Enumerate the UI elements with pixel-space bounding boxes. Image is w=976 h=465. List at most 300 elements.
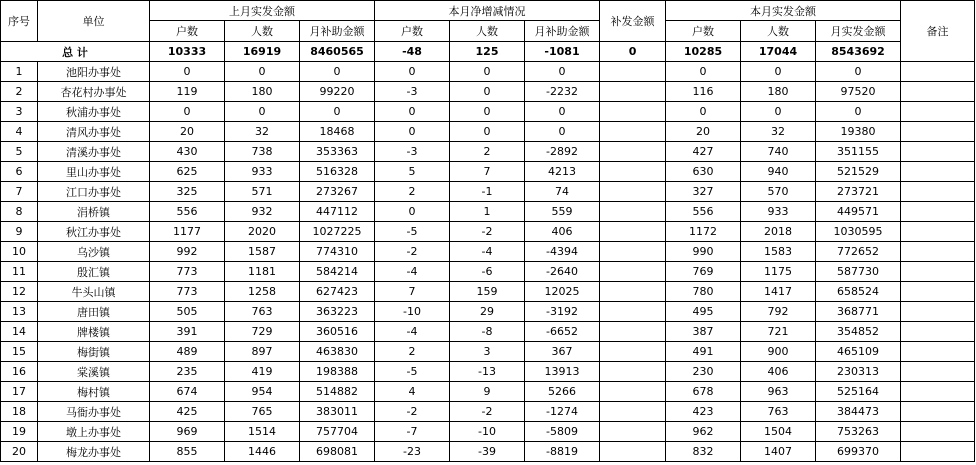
cell-cur-households: 387 <box>666 322 741 342</box>
cell-prev-persons: 180 <box>225 82 300 102</box>
cell-supp <box>600 422 666 442</box>
table-row <box>1 222 975 242</box>
cell-prev-persons: 738 <box>225 142 300 162</box>
cell-cur-actual: 587730 <box>816 262 901 282</box>
cell-cur-persons: 721 <box>741 322 816 342</box>
cell-cur-households: 495 <box>666 302 741 322</box>
cell-supp <box>600 442 666 462</box>
cell-net-households: 0 <box>375 102 450 122</box>
cell-prev-households: 505 <box>150 302 225 322</box>
cell-cur-households: 116 <box>666 82 741 102</box>
cell-seq: 7 <box>1 182 38 202</box>
cell-cur-persons: 1417 <box>741 282 816 302</box>
cell-prev-persons: 763 <box>225 302 300 322</box>
cell-unit: 江口办事处 <box>38 182 150 202</box>
cell-cur-persons: 0 <box>741 62 816 82</box>
cell-prev-households: 992 <box>150 242 225 262</box>
cell-unit: 梅龙办事处 <box>38 442 150 462</box>
header-net-persons: 人数 <box>450 21 525 42</box>
cell-net-persons: 2 <box>450 142 525 162</box>
cell-unit: 秋浦办事处 <box>38 102 150 122</box>
cell-unit: 梅街镇 <box>38 342 150 362</box>
cell-net-persons: -2 <box>450 402 525 422</box>
cell-prev-households: 773 <box>150 282 225 302</box>
header-prev-households: 户数 <box>150 21 225 42</box>
header-cur-persons: 人数 <box>741 21 816 42</box>
cell-net-persons: 159 <box>450 282 525 302</box>
cell-cur-actual: 753263 <box>816 422 901 442</box>
cell-net-persons: 0 <box>450 82 525 102</box>
cell-prev-subsidy: 447112 <box>300 202 375 222</box>
cell-remark <box>901 82 975 102</box>
cell-cur-households: 990 <box>666 242 741 262</box>
cell-seq: 3 <box>1 102 38 122</box>
cell-net-subsidy: 367 <box>525 342 600 362</box>
cell-prev-persons: 1181 <box>225 262 300 282</box>
table-row <box>1 382 975 402</box>
cell-prev-subsidy: 353363 <box>300 142 375 162</box>
cell-cur-actual: 354852 <box>816 322 901 342</box>
cell-remark <box>901 242 975 262</box>
cell-supp <box>600 402 666 422</box>
cell-net-subsidy: -8819 <box>525 442 600 462</box>
cell-prev-subsidy: 0 <box>300 102 375 122</box>
cell-cur-actual: 230313 <box>816 362 901 382</box>
cell-cur-persons: 763 <box>741 402 816 422</box>
cell-net-persons: 1 <box>450 202 525 222</box>
table-row <box>1 262 975 282</box>
cell-net-households: 7 <box>375 282 450 302</box>
cell-cur-actual: 351155 <box>816 142 901 162</box>
cell-cur-households: 769 <box>666 262 741 282</box>
table-row <box>1 62 975 82</box>
cell-cur-households: 327 <box>666 182 741 202</box>
header-net-households: 户数 <box>375 21 450 42</box>
cell-cur-persons: 933 <box>741 202 816 222</box>
cell-prev-subsidy: 757704 <box>300 422 375 442</box>
cell-supp <box>600 142 666 162</box>
cell-remark <box>901 222 975 242</box>
cell-cur-actual: 97520 <box>816 82 901 102</box>
cell-net-households: -3 <box>375 142 450 162</box>
cell-net-persons: 0 <box>450 102 525 122</box>
cell-unit: 马衙办事处 <box>38 402 150 422</box>
cell-prev-subsidy: 383011 <box>300 402 375 422</box>
cell-net-households: 5 <box>375 162 450 182</box>
cell-prev-persons: 954 <box>225 382 300 402</box>
cell-prev-persons: 0 <box>225 102 300 122</box>
total-net-persons: 125 <box>450 42 525 62</box>
header-seq: 序号 <box>1 1 38 42</box>
cell-net-subsidy: -5809 <box>525 422 600 442</box>
cell-net-persons: 9 <box>450 382 525 402</box>
cell-remark <box>901 142 975 162</box>
cell-prev-households: 20 <box>150 122 225 142</box>
cell-cur-households: 0 <box>666 62 741 82</box>
cell-seq: 10 <box>1 242 38 262</box>
cell-seq: 17 <box>1 382 38 402</box>
cell-prev-subsidy: 360516 <box>300 322 375 342</box>
cell-cur-households: 230 <box>666 362 741 382</box>
cell-net-subsidy: 13913 <box>525 362 600 382</box>
cell-unit: 唐田镇 <box>38 302 150 322</box>
cell-seq: 6 <box>1 162 38 182</box>
cell-prev-persons: 1258 <box>225 282 300 302</box>
cell-prev-persons: 571 <box>225 182 300 202</box>
cell-net-persons: 29 <box>450 302 525 322</box>
cell-net-subsidy: 12025 <box>525 282 600 302</box>
cell-seq: 18 <box>1 402 38 422</box>
table-row <box>1 162 975 182</box>
cell-supp <box>600 302 666 322</box>
cell-remark <box>901 182 975 202</box>
cell-net-households: -5 <box>375 362 450 382</box>
cell-remark <box>901 382 975 402</box>
cell-cur-actual: 525164 <box>816 382 901 402</box>
cell-prev-households: 489 <box>150 342 225 362</box>
cell-prev-subsidy: 18468 <box>300 122 375 142</box>
cell-prev-households: 625 <box>150 162 225 182</box>
header-supp: 补发金额 <box>600 1 666 42</box>
cell-net-subsidy: 0 <box>525 62 600 82</box>
total-cur-actual: 8543692 <box>816 42 901 62</box>
cell-prev-subsidy: 0 <box>300 62 375 82</box>
cell-unit: 杏花村办事处 <box>38 82 150 102</box>
cell-remark <box>901 202 975 222</box>
header-cur-actual: 月实发金额 <box>816 21 901 42</box>
cell-seq: 19 <box>1 422 38 442</box>
cell-unit: 清风办事处 <box>38 122 150 142</box>
cell-net-subsidy: -2232 <box>525 82 600 102</box>
cell-cur-persons: 900 <box>741 342 816 362</box>
table-row <box>1 202 975 222</box>
total-net-subsidy: -1081 <box>525 42 600 62</box>
cell-supp <box>600 182 666 202</box>
cell-cur-households: 832 <box>666 442 741 462</box>
header-prev-persons: 人数 <box>225 21 300 42</box>
cell-seq: 1 <box>1 62 38 82</box>
cell-prev-households: 325 <box>150 182 225 202</box>
cell-seq: 15 <box>1 342 38 362</box>
total-prev-persons: 16919 <box>225 42 300 62</box>
table-row <box>1 362 975 382</box>
cell-net-subsidy: -4394 <box>525 242 600 262</box>
cell-prev-subsidy: 463830 <box>300 342 375 362</box>
cell-cur-persons: 1504 <box>741 422 816 442</box>
cell-cur-households: 427 <box>666 142 741 162</box>
cell-net-households: -10 <box>375 302 450 322</box>
cell-prev-persons: 932 <box>225 202 300 222</box>
cell-cur-persons: 1407 <box>741 442 816 462</box>
cell-net-persons: 0 <box>450 122 525 142</box>
cell-seq: 13 <box>1 302 38 322</box>
cell-net-persons: -8 <box>450 322 525 342</box>
cell-net-subsidy: -2640 <box>525 262 600 282</box>
cell-prev-households: 674 <box>150 382 225 402</box>
cell-cur-households: 780 <box>666 282 741 302</box>
cell-prev-households: 773 <box>150 262 225 282</box>
cell-supp <box>600 162 666 182</box>
table-row <box>1 302 975 322</box>
table-row <box>1 342 975 362</box>
cell-remark <box>901 162 975 182</box>
cell-net-persons: -4 <box>450 242 525 262</box>
cell-net-subsidy: 74 <box>525 182 600 202</box>
cell-cur-persons: 2018 <box>741 222 816 242</box>
cell-cur-actual: 384473 <box>816 402 901 422</box>
cell-cur-actual: 449571 <box>816 202 901 222</box>
cell-prev-persons: 1587 <box>225 242 300 262</box>
cell-prev-households: 969 <box>150 422 225 442</box>
cell-cur-actual: 658524 <box>816 282 901 302</box>
cell-supp <box>600 122 666 142</box>
cell-cur-actual: 273721 <box>816 182 901 202</box>
cell-net-subsidy: 0 <box>525 102 600 122</box>
cell-cur-persons: 1175 <box>741 262 816 282</box>
cell-seq: 9 <box>1 222 38 242</box>
cell-cur-actual: 465109 <box>816 342 901 362</box>
cell-unit: 棠溪镇 <box>38 362 150 382</box>
cell-unit: 池阳办事处 <box>38 62 150 82</box>
cell-seq: 12 <box>1 282 38 302</box>
header-net-subsidy: 月补助金额 <box>525 21 600 42</box>
cell-remark <box>901 262 975 282</box>
cell-unit: 牛头山镇 <box>38 282 150 302</box>
table-row <box>1 282 975 302</box>
cell-cur-actual: 19380 <box>816 122 901 142</box>
cell-prev-subsidy: 198388 <box>300 362 375 382</box>
header-net-group: 本月净增减情况 <box>375 1 600 21</box>
cell-cur-actual: 368771 <box>816 302 901 322</box>
cell-net-subsidy: 559 <box>525 202 600 222</box>
cell-supp <box>600 262 666 282</box>
table-row <box>1 102 975 122</box>
cell-unit: 梅村镇 <box>38 382 150 402</box>
cell-unit: 秋江办事处 <box>38 222 150 242</box>
table-row <box>1 242 975 262</box>
cell-prev-subsidy: 627423 <box>300 282 375 302</box>
cell-cur-actual: 1030595 <box>816 222 901 242</box>
cell-prev-households: 425 <box>150 402 225 422</box>
header-prev-subsidy: 月补助金额 <box>300 21 375 42</box>
cell-unit: 里山办事处 <box>38 162 150 182</box>
table-row <box>1 82 975 102</box>
cell-supp <box>600 242 666 262</box>
cell-net-households: 0 <box>375 62 450 82</box>
cell-prev-persons: 1514 <box>225 422 300 442</box>
cell-prev-households: 430 <box>150 142 225 162</box>
cell-net-households: -4 <box>375 262 450 282</box>
cell-supp <box>600 282 666 302</box>
cell-seq: 2 <box>1 82 38 102</box>
cell-prev-households: 391 <box>150 322 225 342</box>
cell-cur-households: 556 <box>666 202 741 222</box>
cell-prev-households: 556 <box>150 202 225 222</box>
cell-net-subsidy: -3192 <box>525 302 600 322</box>
cell-cur-persons: 940 <box>741 162 816 182</box>
cell-net-persons: -2 <box>450 222 525 242</box>
cell-prev-subsidy: 698081 <box>300 442 375 462</box>
cell-cur-households: 962 <box>666 422 741 442</box>
cell-net-households: -2 <box>375 242 450 262</box>
cell-cur-persons: 963 <box>741 382 816 402</box>
cell-remark <box>901 402 975 422</box>
cell-prev-subsidy: 1027225 <box>300 222 375 242</box>
table-row <box>1 322 975 342</box>
cell-net-households: 0 <box>375 122 450 142</box>
cell-supp <box>600 62 666 82</box>
cell-net-persons: -6 <box>450 262 525 282</box>
cell-prev-persons: 933 <box>225 162 300 182</box>
cell-prev-persons: 897 <box>225 342 300 362</box>
table-row <box>1 442 975 462</box>
cell-net-persons: -10 <box>450 422 525 442</box>
cell-net-subsidy: -1274 <box>525 402 600 422</box>
cell-cur-persons: 1583 <box>741 242 816 262</box>
cell-supp <box>600 382 666 402</box>
cell-seq: 16 <box>1 362 38 382</box>
cell-prev-subsidy: 99220 <box>300 82 375 102</box>
cell-cur-households: 678 <box>666 382 741 402</box>
cell-supp <box>600 202 666 222</box>
cell-net-households: -4 <box>375 322 450 342</box>
cell-prev-subsidy: 363223 <box>300 302 375 322</box>
cell-unit: 乌沙镇 <box>38 242 150 262</box>
cell-prev-persons: 729 <box>225 322 300 342</box>
cell-cur-actual: 0 <box>816 62 901 82</box>
header-row-1 <box>1 1 975 21</box>
cell-net-persons: 0 <box>450 62 525 82</box>
cell-cur-persons: 0 <box>741 102 816 122</box>
cell-cur-persons: 180 <box>741 82 816 102</box>
table-row <box>1 402 975 422</box>
cell-prev-persons: 419 <box>225 362 300 382</box>
cell-prev-households: 0 <box>150 62 225 82</box>
cell-prev-households: 119 <box>150 82 225 102</box>
cell-remark <box>901 282 975 302</box>
cell-seq: 4 <box>1 122 38 142</box>
cell-unit: 清溪办事处 <box>38 142 150 162</box>
total-cur-persons: 17044 <box>741 42 816 62</box>
header-remark: 备注 <box>901 1 975 62</box>
total-label: 总 计 <box>1 42 150 62</box>
cell-prev-subsidy: 514882 <box>300 382 375 402</box>
cell-seq: 14 <box>1 322 38 342</box>
cell-seq: 11 <box>1 262 38 282</box>
cell-unit: 墩上办事处 <box>38 422 150 442</box>
cell-cur-actual: 0 <box>816 102 901 122</box>
cell-supp <box>600 82 666 102</box>
cell-prev-subsidy: 774310 <box>300 242 375 262</box>
cell-unit: 涓桥镇 <box>38 202 150 222</box>
cell-remark <box>901 102 975 122</box>
cell-remark <box>901 442 975 462</box>
cell-supp <box>600 222 666 242</box>
cell-remark <box>901 302 975 322</box>
cell-net-persons: -39 <box>450 442 525 462</box>
cell-net-subsidy: -6652 <box>525 322 600 342</box>
cell-cur-persons: 740 <box>741 142 816 162</box>
cell-prev-households: 855 <box>150 442 225 462</box>
cell-prev-households: 1177 <box>150 222 225 242</box>
header-cur-households: 户数 <box>666 21 741 42</box>
cell-net-subsidy: 4213 <box>525 162 600 182</box>
cell-net-households: -7 <box>375 422 450 442</box>
table-row <box>1 182 975 202</box>
cell-remark <box>901 62 975 82</box>
cell-cur-actual: 521529 <box>816 162 901 182</box>
cell-cur-persons: 570 <box>741 182 816 202</box>
cell-cur-persons: 792 <box>741 302 816 322</box>
cell-net-households: 4 <box>375 382 450 402</box>
cell-net-persons: 7 <box>450 162 525 182</box>
cell-cur-persons: 32 <box>741 122 816 142</box>
cell-seq: 5 <box>1 142 38 162</box>
cell-prev-persons: 765 <box>225 402 300 422</box>
cell-net-households: -5 <box>375 222 450 242</box>
cell-prev-subsidy: 516328 <box>300 162 375 182</box>
cell-cur-households: 0 <box>666 102 741 122</box>
cell-cur-actual: 772652 <box>816 242 901 262</box>
cell-supp <box>600 322 666 342</box>
cell-net-households: 2 <box>375 342 450 362</box>
cell-net-persons: -13 <box>450 362 525 382</box>
cell-cur-households: 20 <box>666 122 741 142</box>
cell-seq: 8 <box>1 202 38 222</box>
cell-net-subsidy: 406 <box>525 222 600 242</box>
total-supp: 0 <box>600 42 666 62</box>
cell-prev-persons: 1446 <box>225 442 300 462</box>
cell-net-households: -2 <box>375 402 450 422</box>
cell-cur-households: 423 <box>666 402 741 422</box>
cell-remark <box>901 422 975 442</box>
cell-remark <box>901 122 975 142</box>
total-net-households: -48 <box>375 42 450 62</box>
cell-net-subsidy: 0 <box>525 122 600 142</box>
cell-remark <box>901 322 975 342</box>
cell-prev-persons: 2020 <box>225 222 300 242</box>
cell-net-households: 2 <box>375 182 450 202</box>
cell-cur-households: 1172 <box>666 222 741 242</box>
cell-supp <box>600 342 666 362</box>
cell-seq: 20 <box>1 442 38 462</box>
total-row <box>1 42 975 62</box>
cell-net-subsidy: -2892 <box>525 142 600 162</box>
total-prev-subsidy: 8460565 <box>300 42 375 62</box>
cell-net-households: -23 <box>375 442 450 462</box>
cell-net-households: 0 <box>375 202 450 222</box>
header-cur-group: 本月实发金额 <box>666 1 901 21</box>
cell-prev-households: 235 <box>150 362 225 382</box>
cell-unit: 殷汇镇 <box>38 262 150 282</box>
cell-prev-subsidy: 584214 <box>300 262 375 282</box>
cell-remark <box>901 362 975 382</box>
header-prev-group: 上月实发金额 <box>150 1 375 21</box>
cell-prev-persons: 32 <box>225 122 300 142</box>
header-unit: 单位 <box>38 1 150 42</box>
table-row <box>1 422 975 442</box>
cell-supp <box>600 102 666 122</box>
table-row <box>1 142 975 162</box>
cell-unit: 牌楼镇 <box>38 322 150 342</box>
total-prev-households: 10333 <box>150 42 225 62</box>
cell-supp <box>600 362 666 382</box>
cell-net-subsidy: 5266 <box>525 382 600 402</box>
cell-cur-actual: 699370 <box>816 442 901 462</box>
cell-prev-subsidy: 273267 <box>300 182 375 202</box>
total-cur-households: 10285 <box>666 42 741 62</box>
cell-cur-households: 491 <box>666 342 741 362</box>
